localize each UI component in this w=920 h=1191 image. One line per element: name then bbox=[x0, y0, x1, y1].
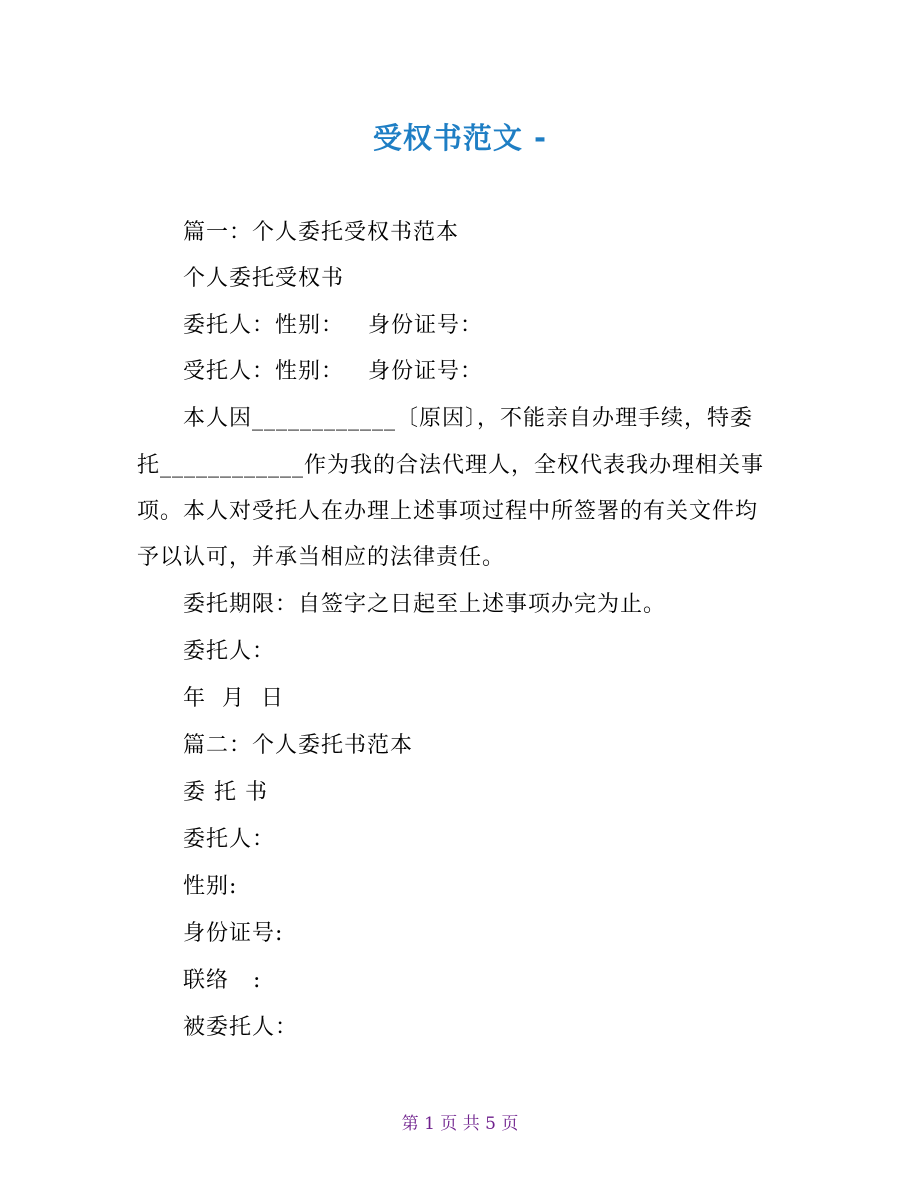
id-number-label: 身份证号: bbox=[183, 921, 284, 946]
authorization-paragraph-line-1: 本人因____________〔原因〕，不能亲自办理手续，特委 bbox=[183, 406, 754, 431]
authorization-paragraph-line-4: 予以认可，并承当相应的法律责任。 bbox=[137, 545, 506, 570]
document-title: 受权书范文 - bbox=[372, 121, 548, 155]
authorization-term: 委托期限：自签字之日起至上述事项办完为止。 bbox=[183, 592, 667, 617]
delegate-label: 被委托人： bbox=[183, 1015, 299, 1040]
authorization-paragraph-line-2: 托____________作为我的合法代理人，全权代表我办理相关事 bbox=[137, 453, 765, 478]
principal-signature-label: 委托人： bbox=[183, 639, 276, 664]
page-indicator: 第 1 页 共 5 页 bbox=[401, 1114, 519, 1134]
gender-label: 性别: bbox=[183, 874, 238, 899]
principal-label: 委托人： bbox=[183, 827, 276, 852]
section2-heading: 篇二：个人委托书范本 bbox=[183, 733, 414, 758]
section2-subtitle: 委 托 书 bbox=[183, 780, 268, 805]
principal-info-line: 委托人：性别： 身份证号： bbox=[183, 313, 483, 338]
section1-heading: 篇一：个人委托受权书范本 bbox=[183, 220, 460, 245]
agent-info-line: 受托人：性别： 身份证号： bbox=[183, 359, 483, 384]
date-line: 年 月 日 bbox=[183, 686, 284, 711]
authorization-paragraph-line-3: 项。本人对受托人在办理上述事项过程中所签署的有关文件均 bbox=[137, 499, 759, 524]
section1-subtitle: 个人委托受权书 bbox=[183, 266, 345, 291]
contact-label: 联络 : bbox=[183, 968, 262, 993]
